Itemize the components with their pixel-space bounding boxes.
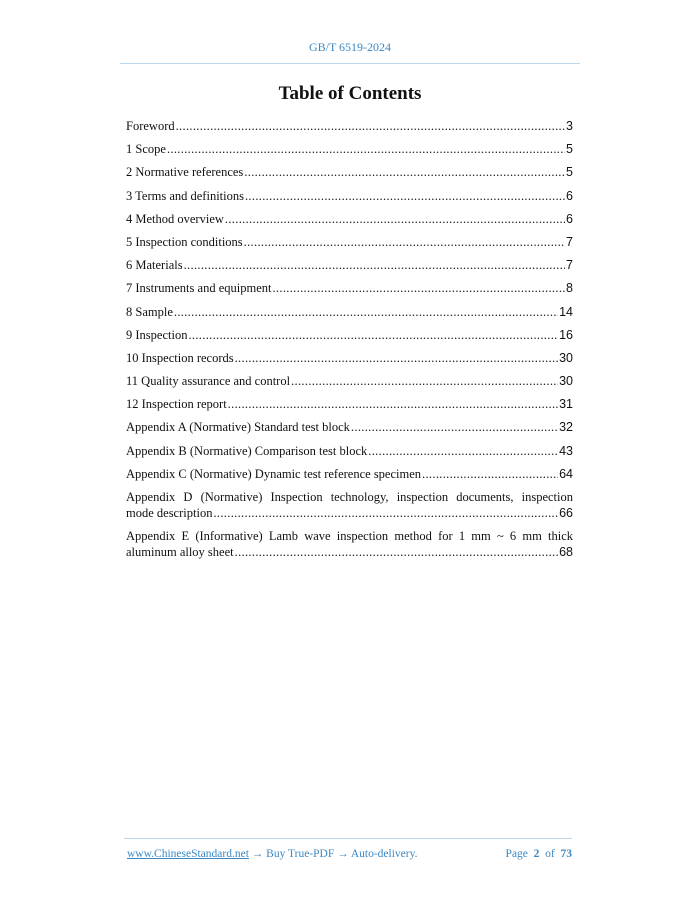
toc-entry[interactable] [126, 141, 573, 157]
current-page-number: 2 [533, 848, 540, 860]
toc-entry-page-number: 31 [559, 397, 573, 412]
toc-entry[interactable] [126, 234, 573, 250]
footer-tagline: → Buy True-PDF → Auto-delivery. [248, 848, 418, 860]
toc-entry-page-number: 68 [559, 545, 573, 560]
dot-leader [167, 141, 565, 157]
toc-entry-title-continuation: aluminum alloy sheet [126, 545, 234, 560]
toc-entry[interactable] [126, 257, 573, 273]
toc-entry-page-number: 64 [559, 466, 573, 481]
footer [127, 848, 572, 860]
dot-leader [244, 164, 565, 180]
toc-entry[interactable] [126, 419, 573, 435]
toc-entry-page-number: 3 [566, 119, 573, 133]
dot-leader [368, 443, 558, 459]
dot-leader [291, 373, 558, 389]
toc-entry-title: 2 Normative references [126, 165, 244, 180]
toc-entry-title: Appendix C (Normative) Dynamic test reference specimen [126, 466, 422, 481]
toc-entry-title: 8 Sample [126, 304, 173, 319]
toc-entry-title: 10 Inspection records [126, 350, 234, 365]
page-title: Table of Contents [278, 83, 422, 104]
dot-leader [351, 419, 558, 435]
toc-entry-page-number: 14 [559, 304, 573, 319]
dot-leader [235, 350, 558, 366]
toc-entry[interactable] [126, 350, 573, 366]
toc-entry-page-number: 66 [559, 506, 573, 520]
toc-entry[interactable] [126, 396, 573, 412]
toc-entry[interactable] [126, 466, 573, 482]
toc-entry[interactable] [126, 443, 573, 459]
page-label: Page [505, 848, 528, 860]
toc-entry-title: 7 Instruments and equipment [126, 281, 272, 296]
toc-entry-page-number: 16 [559, 327, 573, 342]
toc-entry-title: 3 Terms and definitions [126, 188, 244, 203]
toc-entry-page-number: 43 [559, 443, 573, 458]
of-label: of [545, 848, 555, 860]
footer-divider [124, 838, 572, 839]
dot-leader [188, 327, 558, 343]
toc-entry-title: Appendix B (Normative) Comparison test block [126, 443, 368, 458]
toc-entry-page-number: 5 [566, 165, 573, 180]
toc-entry-title: Appendix D (Normative) Inspection technology, inspection documents, inspection [126, 490, 573, 504]
dot-leader [245, 188, 565, 204]
website-link[interactable]: www.ChineseStandard.net [127, 848, 249, 860]
dot-leader [422, 466, 558, 482]
page-indicator [506, 848, 572, 860]
toc-entry-title: Appendix E (Informative) Lamb wave inspection method for 1 mm ~ 6 mm thick [126, 529, 573, 544]
dot-leader [213, 505, 558, 521]
dot-leader [176, 118, 565, 134]
toc-entry[interactable] [126, 280, 573, 296]
toc-entry-title: 12 Inspection report [126, 397, 227, 412]
dot-leader [244, 234, 565, 250]
dot-leader [228, 396, 558, 412]
toc-entry-title: Appendix A (Normative) Standard test block [126, 420, 350, 435]
dot-leader [184, 257, 565, 273]
dot-leader [235, 544, 558, 560]
total-pages-number: 73 [560, 848, 572, 860]
table-of-contents [126, 118, 573, 567]
toc-entry-page-number: 7 [566, 258, 573, 273]
toc-entry[interactable] [126, 327, 573, 343]
toc-entry-title: 9 Inspection [126, 327, 188, 342]
toc-entry[interactable] [126, 211, 573, 227]
toc-entry-page-number: 6 [566, 211, 573, 226]
document-code-header: GB/T 6519-2024 [308, 40, 392, 54]
toc-entry-title: 1 Scope [126, 142, 166, 157]
dot-leader [272, 280, 565, 296]
dot-leader [174, 304, 558, 320]
toc-entry-page-number: 30 [559, 350, 573, 365]
toc-entry-page-number: 7 [566, 234, 573, 249]
toc-entry[interactable] [126, 489, 573, 521]
toc-entry[interactable] [126, 304, 573, 320]
toc-entry[interactable] [126, 188, 573, 204]
dot-leader [225, 211, 565, 227]
toc-entry-title-continuation: mode description [126, 506, 213, 520]
toc-entry-title: 6 Materials [126, 258, 183, 273]
toc-entry-title: 4 Method overview [126, 211, 224, 226]
toc-entry-page-number: 30 [559, 374, 573, 389]
toc-entry-title: 5 Inspection conditions [126, 234, 243, 249]
toc-entry-page-number: 6 [566, 188, 573, 203]
toc-entry-page-number: 32 [559, 420, 573, 435]
toc-entry[interactable] [126, 528, 573, 560]
toc-entry[interactable] [126, 164, 573, 180]
toc-entry-page-number: 5 [566, 142, 573, 157]
toc-entry[interactable] [126, 118, 573, 134]
toc-entry-page-number: 8 [566, 281, 573, 296]
toc-entry[interactable] [126, 373, 573, 389]
header-divider [120, 63, 580, 64]
toc-entry-title: 11 Quality assurance and control [126, 374, 291, 389]
toc-entry-title: Foreword [126, 119, 175, 133]
